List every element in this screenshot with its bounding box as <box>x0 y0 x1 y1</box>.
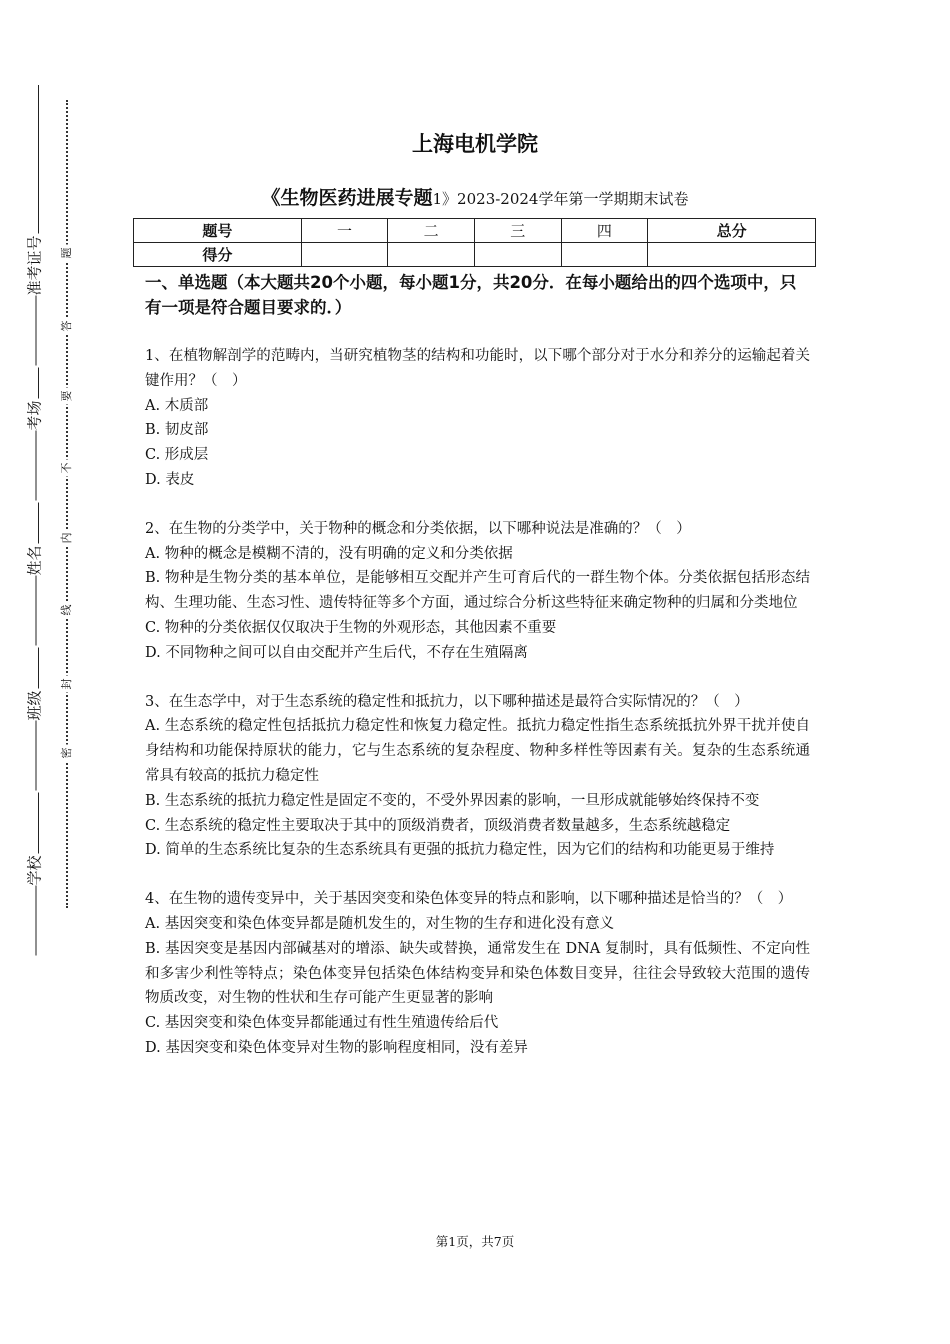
score-cell[interactable] <box>648 243 816 267</box>
school-field[interactable] <box>24 853 45 957</box>
question-stem: 4、在生物的遗传变异中，关于基因突变和染色体变异的特点和影响，以下哪种描述是恰当的？（ ） <box>145 891 793 908</box>
binding-note: 封 <box>58 676 74 693</box>
score-cell[interactable] <box>474 243 561 267</box>
score-table-score-row <box>134 243 816 267</box>
question-option: D. 不同物种之间可以自由交配并产生后代，不存在生殖隔离 <box>145 644 528 661</box>
name-label: 姓名 <box>25 545 44 576</box>
exam-id-field[interactable] <box>24 233 45 367</box>
binding-note: 内 <box>58 530 74 547</box>
school-label: 学校 <box>25 855 44 886</box>
exam-title <box>0 183 950 210</box>
question-stem: 1、在植物解剖学的范畴内，当研究植物茎的结构和功能时，以下哪个部分对于水分和养分的运输起着关键作用？（ ） <box>145 348 810 389</box>
score-cell[interactable] <box>388 243 475 267</box>
score-header-cell: 题号 <box>134 219 302 243</box>
question-option: C. 物种的分类依据仅仅取决于生物的外观形态，其他因素不重要 <box>145 619 557 636</box>
question-stem: 3、在生态学中，对于生态系统的稳定性和抵抗力，以下哪种描述是最符合实际情况的？（ ） <box>145 693 749 710</box>
question-option: C. 基因突变和染色体变异都能通过有性生殖遗传给后代 <box>145 1015 499 1032</box>
score-header-cell: 二 <box>388 219 475 243</box>
exam-title-course: 《生物医药进展专题 <box>261 187 433 209</box>
question-option: A. 木质部 <box>145 397 209 414</box>
question-option: B. 基因突变是基因内部碱基对的增添、缺失或替换，通常发生在 DNA 复制时，具有低频性、不定向性和多害少利性等特点；染色体变异包括染色体结构变异和染色体数目变异，往往会导致较大范围的遗传物质改变，对生物的性状和生存可能产生更显著的影响 <box>145 940 810 1007</box>
score-table-header-row <box>134 219 816 243</box>
name-field[interactable] <box>24 543 45 647</box>
exam-title-term: 1》2023-2024学年第一学期期末试卷 <box>432 190 689 208</box>
question-stem: 2、在生物的分类学中，关于物种的概念和分类依据，以下哪种说法是准确的？（ ） <box>145 520 691 537</box>
section-title: 一、单选题（本大题共20个小题，每小题1分，共20分．在每小题给出的四个选项中，只有一项是符合题目要求的．） <box>145 273 797 317</box>
question-option: D. 表皮 <box>145 471 195 488</box>
question <box>145 690 810 864</box>
score-header-cell: 总分 <box>648 219 816 243</box>
question-option: B. 生态系统的抵抗力稳定性是固定不变的，不受外界因素的影响，一旦形成就能够始终保持不变 <box>145 792 760 809</box>
binding-note: 答 <box>58 318 74 335</box>
exam-room-field[interactable] <box>24 398 45 502</box>
question-option: A. 物种的概念是模糊不清的，没有明确的定义和分类依据 <box>145 545 513 562</box>
binding-note: 不 <box>58 460 74 477</box>
binding-solid-line <box>38 85 39 935</box>
question-option: B. 韧皮部 <box>145 422 209 439</box>
binding-note: 密 <box>58 745 74 762</box>
question-option: B. 物种是生物分类的基本单位，是能够相互交配并产生可育后代的一群生物个体。分类依据包括形态结构、生理功能、生态习性、遗传特征等多个方面，通过综合分析这些特征来确定物种的归属和分类地位 <box>145 570 810 612</box>
score-cell[interactable] <box>301 243 388 267</box>
binding-note: 线 <box>58 602 74 619</box>
question-option: C. 形成层 <box>145 447 209 464</box>
score-header-cell: 一 <box>301 219 388 243</box>
class-field[interactable] <box>24 688 45 792</box>
score-cell[interactable] <box>561 243 648 267</box>
question-option: C. 生态系统的稳定性主要取决于其中的顶级消费者，顶级消费者数量越多，生态系统越稳定 <box>145 817 731 834</box>
question-option: A. 基因突变和染色体变异都是随机发生的，对生物的生存和进化没有意义 <box>145 915 615 932</box>
question-option: D. 基因突变和染色体变异对生物的影响程度相同，没有差异 <box>145 1039 528 1056</box>
question-option: A. 生态系统的稳定性包括抵抗力稳定性和恢复力稳定性。抵抗力稳定性指生态系统抵抗外界干扰并使自身结构和功能保持原状的能力，它与生态系统的复杂程度、物种多样性等因素有关。复杂的生态系统通常具有较高的抵抗力稳定性 <box>145 718 810 784</box>
page-footer: 第1页，共7页 <box>435 1234 515 1249</box>
question-option: D. 简单的生态系统比复杂的生态系统具有更强的抵抗力稳定性，因为它们的结构和功能更易于维持 <box>145 842 775 859</box>
class-label: 班级 <box>25 690 44 721</box>
school-name: 上海电机学院 <box>412 132 538 156</box>
binding-dotted-line <box>66 100 68 908</box>
binding-note: 要 <box>58 388 74 405</box>
exam-id-label: 准考证号 <box>25 235 44 296</box>
exam-content <box>145 270 810 1061</box>
question <box>145 517 810 666</box>
score-row-label: 得分 <box>134 243 302 267</box>
question <box>145 887 810 1061</box>
question <box>145 344 810 493</box>
binding-note: 题 <box>58 245 74 262</box>
score-header-cell: 三 <box>474 219 561 243</box>
exam-room-label: 考场 <box>25 400 44 431</box>
score-header-cell: 四 <box>561 219 648 243</box>
score-table <box>133 218 816 267</box>
